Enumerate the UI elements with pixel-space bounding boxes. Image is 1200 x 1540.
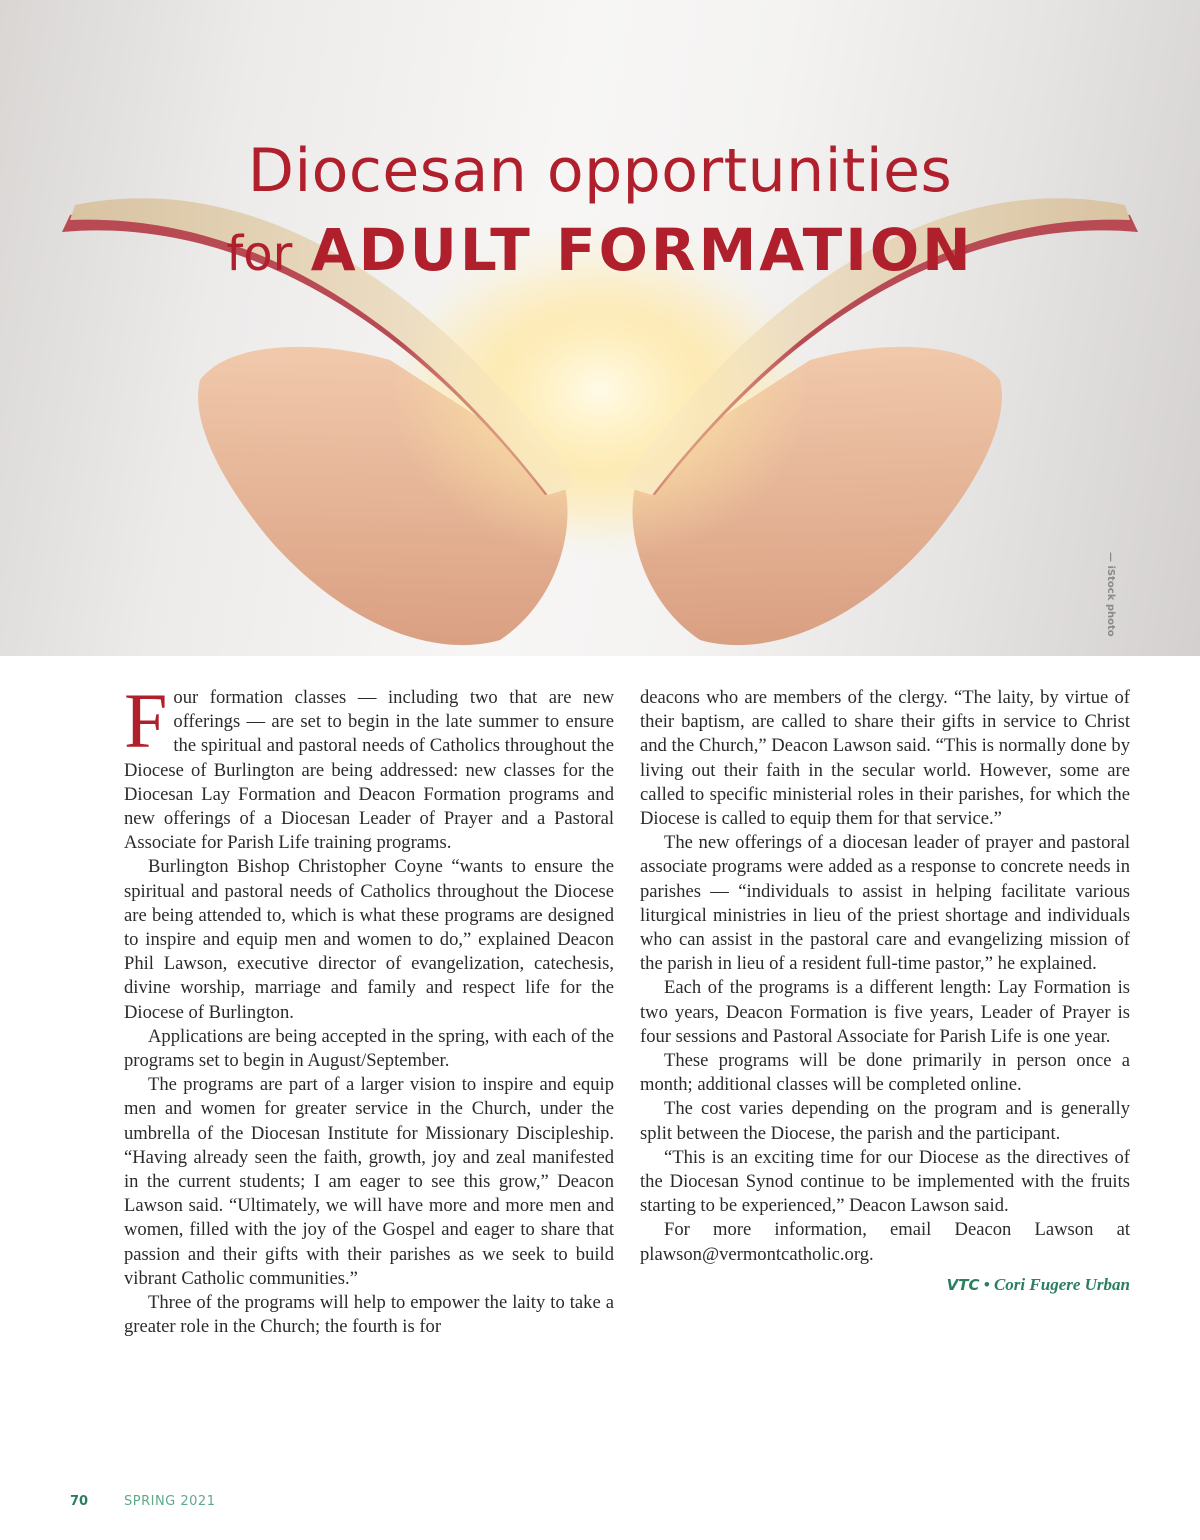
page-number: 70 — [70, 1494, 89, 1509]
title-adult-formation: ADULT FORMATION — [310, 216, 974, 284]
article-paragraph: deacons who are members of the clergy. “The laity, by virtue of their baptism, are called to share their gifts in service to Christ and the Church,” Deacon Lawson said. “This is normally done by living out their faith in the secular world. However, some are called to specific ministerial roles in their parishes, for which the Diocese is called to equip them for that service.” — [640, 687, 1130, 830]
article-paragraph: For more information, email Deacon Lawson at plawson@vermontcatholic.org. — [640, 1219, 1130, 1265]
issue-label: SPRING 2021 — [124, 1494, 216, 1509]
article-paragraph: Burlington Bishop Christopher Coyne “wants to ensure the spiritual and pastoral needs of Catholics throughout the Diocese are being attended to, which is what these programs are designed to inspire and equip men and women to do,” explained Deacon Phil Lawson, executive director of evangelization, catechesis, divine worship, marriage and family and respect life for the Diocese of Burlington. — [124, 856, 614, 1023]
article-column-left — [124, 677, 614, 1339]
article-paragraph: Three of the programs will help to empower the laity to take a greater role in the Church; the fourth is for — [124, 1292, 614, 1338]
hero-photo — [0, 0, 1200, 656]
drop-cap: F — [124, 677, 168, 764]
article-title-line1: Diocesan opportunities — [247, 136, 953, 206]
article-column-right — [640, 686, 1130, 1297]
byline-author: Cori Fugere Urban — [993, 1274, 1130, 1294]
article-title-line2 — [0, 216, 1200, 284]
byline — [640, 1273, 1130, 1297]
article-paragraph: Four formation classes — including two that are new offerings — are set to begin in the late summer to ensure the spiritual and pastoral needs of Catholics throughout the Diocese of Burlington are being addressed: new classes for the Diocesan Lay Formation and Deacon Formation programs and new offerings of a Diocesan Leader of Prayer and a Pastoral Associate for Parish Life training programs. — [124, 677, 614, 854]
photo-credit: — iStock photo — [1105, 552, 1116, 637]
article-paragraph: Applications are being accepted in the spring, with each of the programs set to begin in August/September. — [124, 1025, 614, 1072]
article-paragraph: These programs will be done primarily in person once a month; additional classes will be completed online. — [640, 1050, 1130, 1096]
article-paragraph: The cost varies depending on the program and is generally split between the Diocese, the parish and the participant. — [640, 1098, 1130, 1144]
byline-publication: VTC — [946, 1275, 980, 1294]
article-paragraph: The new offerings of a diocesan leader of prayer and pastoral associate programs were added as a response to concrete needs in parishes — “individuals to assist in helping facilitate various liturgical ministries in lieu of the priest shortage and individuals who can assist in the pastoral care and evangelizing mission of the parish in lieu of a resident full-time pastor,” he explained. — [640, 832, 1130, 975]
open-book-illustration — [0, 0, 1200, 656]
article-paragraph: Each of the programs is a different length: Lay Formation is two years, Deacon Formation is five years, Leader of Prayer is four sessions and Pastoral Associate for Parish Life is one year. — [640, 977, 1130, 1047]
byline-separator: • — [983, 1274, 990, 1294]
article-paragraph: The programs are part of a larger vision to inspire and equip men and women for greater service in the Church, under the umbrella of the Diocesan Institute for Missionary Discipleship. “Having already seen the faith, growth, joy and zeal manifested in the current students; I am eager to see this grow,” Deacon Lawson said. “Ultimately, we will have more and more men and women, filled with the joy of the Gospel and eager to share that passion and their gifts with their parishes as we seek to build vibrant Catholic communities.” — [124, 1074, 614, 1289]
article-paragraph: “This is an exciting time for our Diocese as the directives of the Diocesan Synod continue to be implemented with the fruits starting to be experienced,” Deacon Lawson said. — [640, 1146, 1130, 1217]
title-for: for — [226, 226, 293, 282]
